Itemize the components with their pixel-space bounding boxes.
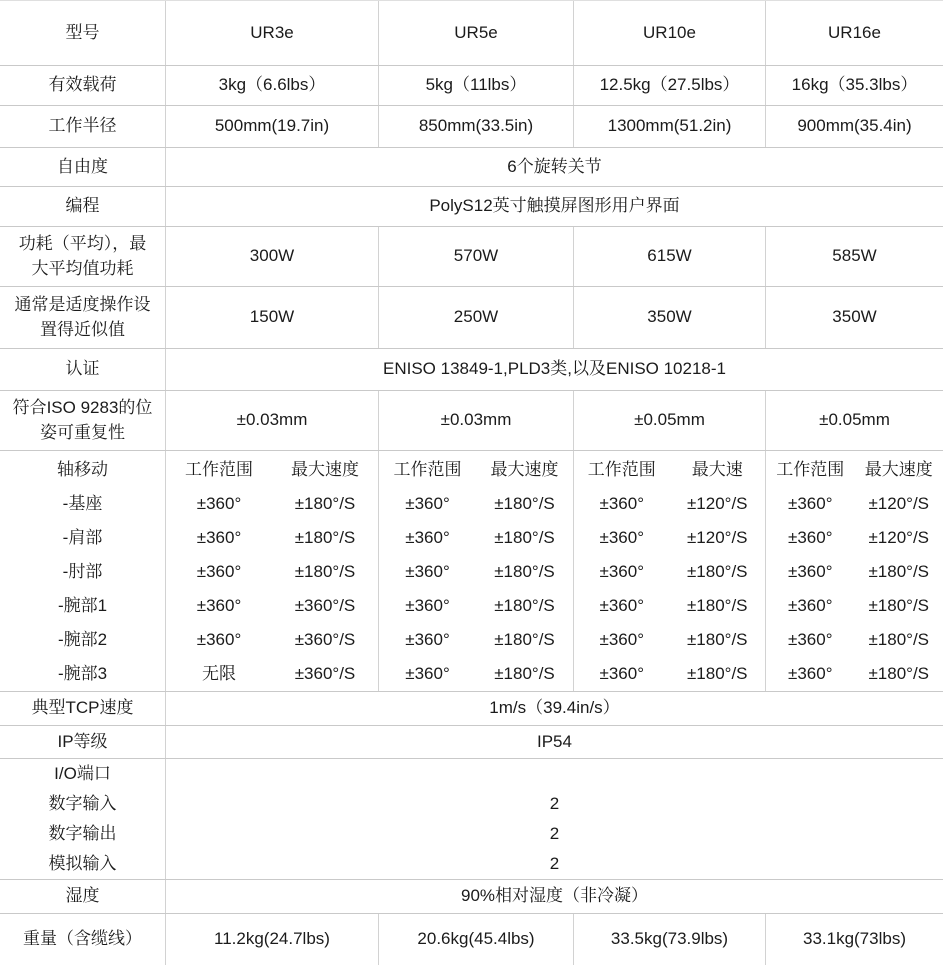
axis-speed: ±360°/S <box>272 657 378 691</box>
axis-speed: ±180°/S <box>670 657 766 691</box>
axis-value-pair <box>574 657 765 691</box>
spec-value: 16kg（35.3lbs） <box>765 66 943 105</box>
axis-header-text: 工作范围 <box>379 453 476 487</box>
spec-value: 1300mm(51.2in) <box>573 106 765 147</box>
io-row-label: 数字输入 <box>0 789 165 819</box>
axis-value-pair <box>166 657 378 691</box>
axis-speed: ±120°/S <box>670 487 766 521</box>
table-row <box>0 348 943 390</box>
axis-header-text: 工作范围 <box>166 453 272 487</box>
axis-range: 无限 <box>166 657 272 691</box>
axis-value-pair <box>379 589 573 623</box>
axis-row-label: -肩部 <box>0 521 165 555</box>
axis-range: ±360° <box>766 555 855 589</box>
table-row <box>0 450 943 691</box>
table-row <box>0 226 943 286</box>
axis-value-pair <box>166 623 378 657</box>
axis-range: ±360° <box>574 555 670 589</box>
axis-range: ±360° <box>379 623 476 657</box>
axis-range: ±360° <box>379 555 476 589</box>
row-label: 功耗（平均），最大平均值功耗 <box>0 227 165 286</box>
row-label: 重量（含缆线） <box>0 914 165 965</box>
row-label-model: 型号 <box>0 1 165 65</box>
spec-value-merged: 90%相对湿度（非冷凝） <box>165 880 943 913</box>
axis-range: ±360° <box>574 623 670 657</box>
spec-value: 900mm(35.4in) <box>765 106 943 147</box>
table-row <box>0 147 943 186</box>
model-header: UR5e <box>378 1 573 65</box>
spec-value: 350W <box>573 287 765 348</box>
axis-speed: ±180°/S <box>476 521 573 555</box>
axis-speed: ±180°/S <box>670 555 766 589</box>
axis-value-pair <box>766 589 943 623</box>
spec-value: ±0.05mm <box>765 391 943 450</box>
axis-value-pair <box>166 487 378 521</box>
io-values <box>165 759 943 879</box>
axis-header <box>166 453 378 487</box>
axis-range: ±360° <box>574 657 670 691</box>
table-row <box>0 879 943 913</box>
axis-speed: ±180°/S <box>855 555 943 589</box>
axis-header-text: 最大速度 <box>272 453 378 487</box>
axis-value-pair <box>766 657 943 691</box>
spec-value: 850mm(33.5in) <box>378 106 573 147</box>
axis-range: ±360° <box>166 555 272 589</box>
io-labels <box>0 759 165 879</box>
axis-speed: ±180°/S <box>855 589 943 623</box>
axis-values <box>378 451 573 691</box>
axis-value-pair <box>574 521 765 555</box>
axis-speed: ±180°/S <box>272 487 378 521</box>
axis-speed: ±180°/S <box>476 555 573 589</box>
axis-header-text: 工作范围 <box>766 453 855 487</box>
axis-speed: ±360°/S <box>272 589 378 623</box>
row-label: 典型TCP速度 <box>0 692 165 725</box>
axis-header-text: 最大速度 <box>476 453 573 487</box>
axis-header <box>379 453 573 487</box>
axis-header-text: 最大速 <box>670 453 766 487</box>
axis-row-label: -腕部3 <box>0 657 165 691</box>
spec-value: 3kg（6.6lbs） <box>165 66 378 105</box>
axis-value-pair <box>166 589 378 623</box>
axis-speed: ±180°/S <box>855 623 943 657</box>
axis-range: ±360° <box>574 589 670 623</box>
axis-range: ±360° <box>766 487 855 521</box>
axis-values <box>165 451 378 691</box>
axis-range: ±360° <box>766 623 855 657</box>
axis-speed: ±180°/S <box>476 623 573 657</box>
table-row <box>0 758 943 879</box>
axis-values <box>573 451 765 691</box>
axis-range: ±360° <box>166 589 272 623</box>
axis-row-label: -基座 <box>0 487 165 521</box>
table-row <box>0 186 943 226</box>
axis-value-pair <box>379 521 573 555</box>
axis-header-text: 最大速度 <box>855 453 943 487</box>
io-row-label: I/O端口 <box>0 759 165 789</box>
table-row <box>0 725 943 758</box>
spec-value: 12.5kg（27.5lbs） <box>573 66 765 105</box>
header-row <box>0 0 943 65</box>
model-header: UR3e <box>165 1 378 65</box>
axis-value-pair <box>379 623 573 657</box>
axis-row-label: -腕部2 <box>0 623 165 657</box>
axis-range: ±360° <box>766 589 855 623</box>
spec-value: 350W <box>765 287 943 348</box>
axis-value-pair <box>574 487 765 521</box>
axis-speed: ±180°/S <box>272 555 378 589</box>
spec-value: ±0.03mm <box>378 391 573 450</box>
io-row-label: 数字输出 <box>0 819 165 849</box>
axis-row-label: -肘部 <box>0 555 165 589</box>
axis-range: ±360° <box>166 521 272 555</box>
io-value <box>166 759 943 789</box>
axis-range: ±360° <box>574 521 670 555</box>
axis-value-pair <box>379 657 573 691</box>
row-label: 通常是适度操作设置得近似值 <box>0 287 165 348</box>
spec-value-merged: 1m/s（39.4in/s） <box>165 692 943 725</box>
axis-range: ±360° <box>379 589 476 623</box>
spec-value: 5kg（11lbs） <box>378 66 573 105</box>
row-label: 编程 <box>0 187 165 226</box>
axis-speed: ±180°/S <box>476 589 573 623</box>
axis-range: ±360° <box>574 487 670 521</box>
model-header: UR10e <box>573 1 765 65</box>
axis-labels <box>0 451 165 691</box>
axis-value-pair <box>766 487 943 521</box>
spec-value-merged: PolyS12英寸触摸屏图形用户界面 <box>165 187 943 226</box>
axis-speed: ±120°/S <box>855 521 943 555</box>
row-label: 工作半径 <box>0 106 165 147</box>
row-label: 认证 <box>0 349 165 390</box>
spec-value: 300W <box>165 227 378 286</box>
table-row <box>0 390 943 450</box>
spec-value: 33.5kg(73.9lbs) <box>573 914 765 965</box>
axis-value-pair <box>766 555 943 589</box>
spec-value-merged: ENISO 13849-1,PLD3类,以及ENISO 10218-1 <box>165 349 943 390</box>
table-row <box>0 105 943 147</box>
spec-value: 570W <box>378 227 573 286</box>
axis-range: ±360° <box>766 657 855 691</box>
table-row <box>0 913 943 965</box>
spec-value: 250W <box>378 287 573 348</box>
axis-speed: ±180°/S <box>272 521 378 555</box>
spec-value-merged: 6个旋转关节 <box>165 148 943 186</box>
axis-speed: ±180°/S <box>855 657 943 691</box>
spec-value: 585W <box>765 227 943 286</box>
axis-speed: ±120°/S <box>855 487 943 521</box>
axis-header-text: 工作范围 <box>574 453 670 487</box>
row-label: 有效载荷 <box>0 66 165 105</box>
spec-value: 11.2kg(24.7lbs) <box>165 914 378 965</box>
spec-value: 20.6kg(45.4lbs) <box>378 914 573 965</box>
axis-value-pair <box>574 589 765 623</box>
axis-range: ±360° <box>166 487 272 521</box>
axis-speed: ±120°/S <box>670 521 766 555</box>
axis-range: ±360° <box>379 487 476 521</box>
io-value: 2 <box>166 789 943 819</box>
row-label: 湿度 <box>0 880 165 913</box>
axis-header <box>766 453 943 487</box>
model-header: UR16e <box>765 1 943 65</box>
axis-range: ±360° <box>379 657 476 691</box>
io-row-label: 模拟输入 <box>0 849 165 879</box>
axis-value-pair <box>379 487 573 521</box>
axis-speed: ±180°/S <box>670 589 766 623</box>
spec-value: 500mm(19.7in) <box>165 106 378 147</box>
axis-value-pair <box>574 555 765 589</box>
axis-range: ±360° <box>379 521 476 555</box>
axis-row-label: 轴移动 <box>0 453 165 487</box>
axis-value-pair <box>166 521 378 555</box>
axis-speed: ±180°/S <box>670 623 766 657</box>
spec-value: 615W <box>573 227 765 286</box>
axis-range: ±360° <box>166 623 272 657</box>
axis-value-pair <box>574 623 765 657</box>
axis-header <box>574 453 765 487</box>
row-label: 自由度 <box>0 148 165 186</box>
axis-values <box>765 451 943 691</box>
axis-speed: ±180°/S <box>476 487 573 521</box>
table-row <box>0 691 943 725</box>
table-row <box>0 65 943 105</box>
axis-range: ±360° <box>766 521 855 555</box>
io-value: 2 <box>166 849 943 879</box>
spec-value: 150W <box>165 287 378 348</box>
axis-value-pair <box>766 521 943 555</box>
axis-speed: ±360°/S <box>272 623 378 657</box>
axis-value-pair <box>766 623 943 657</box>
row-label: IP等级 <box>0 726 165 758</box>
axis-value-pair <box>166 555 378 589</box>
spec-value-merged: IP54 <box>165 726 943 758</box>
row-label: 符合ISO 9283的位姿可重复性 <box>0 391 165 450</box>
spec-value: ±0.05mm <box>573 391 765 450</box>
table-row <box>0 286 943 348</box>
axis-value-pair <box>379 555 573 589</box>
io-value: 2 <box>166 819 943 849</box>
spec-value: ±0.03mm <box>165 391 378 450</box>
axis-row-label: -腕部1 <box>0 589 165 623</box>
axis-speed: ±180°/S <box>476 657 573 691</box>
spec-value: 33.1kg(73lbs) <box>765 914 943 965</box>
